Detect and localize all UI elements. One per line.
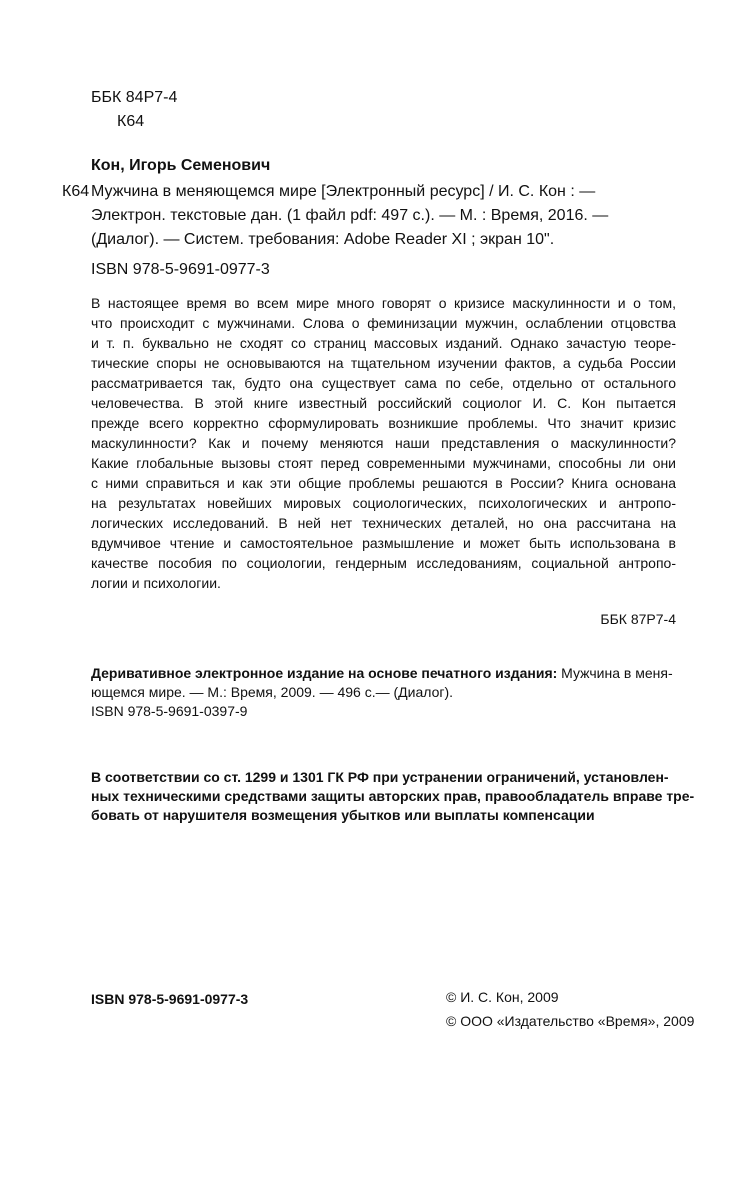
annotation-line: и т. п. буквально не сходят со страниц массовых изданий. Однако зачастую теоре- bbox=[91, 335, 676, 351]
bib-line: (Диалог). — Систем. требования: Adobe Reader XI ; экран 10". bbox=[91, 231, 555, 248]
derivative-imprint: ющемся мире. — М.: Время, 2009. — 496 с.— (Диалог). bbox=[91, 684, 454, 700]
annotation-line: маскулинности? Как и почему меняются наши представления о маскулинности? bbox=[91, 435, 676, 451]
annotation-line: качестве пособия по социологии, гендерным исследованиям, социальной антропо- bbox=[91, 555, 676, 571]
author-mark-margin: К64 bbox=[62, 183, 90, 200]
legal-line: бовать от нарушителя возмещения убытков или выплаты компенсации bbox=[91, 807, 595, 823]
author-mark: К64 bbox=[117, 113, 145, 130]
annotation-line: тические споры не основываются на тщательном изучении фактов, а судьба России bbox=[91, 355, 676, 371]
annotation-line: рассматривается так, будто она существует сама по себе, отдельно от остального bbox=[91, 375, 676, 391]
annotation-line: В настоящее время во всем мире много говорят о кризисе маскулинности и о том, bbox=[91, 295, 676, 311]
derivative-note bbox=[91, 664, 676, 721]
annotation-line: человечества. В этой книге известный российский социолог И. С. Кон пытается bbox=[91, 395, 676, 411]
annotation-line: логии и психологии. bbox=[91, 575, 221, 591]
annotation-line: логических исследований. В ней нет технических деталей, но она рассчитана на bbox=[91, 515, 676, 531]
annotation bbox=[91, 294, 676, 594]
annotation-line: вдумчивое чтение и самостоятельное размышление и может быть использована в bbox=[91, 535, 676, 551]
derivative-lead: Деривативное электронное издание на основе печатного издания: bbox=[91, 665, 558, 681]
annotation-line: с ними справиться и как эти общие проблемы решаются в России? Книга основана bbox=[91, 475, 676, 491]
copyright-publisher: © ООО «Издательство «Время», 2009 bbox=[446, 1013, 695, 1029]
annotation-line: Какие глобальные вызовы стоят перед современными мужчинами, способны ли они bbox=[91, 455, 676, 471]
legal-notice bbox=[91, 768, 695, 825]
bbk-right: ББК 87Р7-4 bbox=[600, 611, 676, 627]
bibliographic-record bbox=[91, 180, 636, 252]
bbk-index: ББК 84Р7-4 bbox=[91, 89, 178, 106]
copyright-author: © И. С. Кон, 2009 bbox=[446, 989, 559, 1005]
legal-line: ных техническими средствами защиты авторских прав, правообладатель вправе тре- bbox=[91, 788, 695, 804]
bib-line: Электрон. текстовые дан. (1 файл pdf: 497 с.). — М. : Время, 2016. — bbox=[91, 207, 609, 224]
derivative-title: Мужчина в меня- bbox=[557, 665, 673, 681]
legal-line: В соответствии со ст. 1299 и 1301 ГК РФ при устранении ограничений, установлен- bbox=[91, 769, 669, 785]
annotation-line: что происходит с мужчинами. Слова о феминизации мужчин, ослаблении отцовства bbox=[91, 315, 676, 331]
isbn: ISBN 978-5-9691-0977-3 bbox=[91, 261, 270, 278]
footer-isbn: ISBN 978-5-9691-0977-3 bbox=[91, 991, 249, 1007]
bib-line: Мужчина в меняющемся мире [Электронный ресурс] / И. С. Кон : — bbox=[91, 183, 596, 200]
derivative-isbn: ISBN 978-5-9691-0397-9 bbox=[91, 703, 248, 719]
annotation-line: на результатах новейших мировых социологических, психологических и антропо- bbox=[91, 495, 676, 511]
author-name: Кон, Игорь Семенович bbox=[91, 157, 271, 174]
annotation-line: прежде всего корректно сформулировать возникшие проблемы. Что значит кризис bbox=[91, 415, 676, 431]
